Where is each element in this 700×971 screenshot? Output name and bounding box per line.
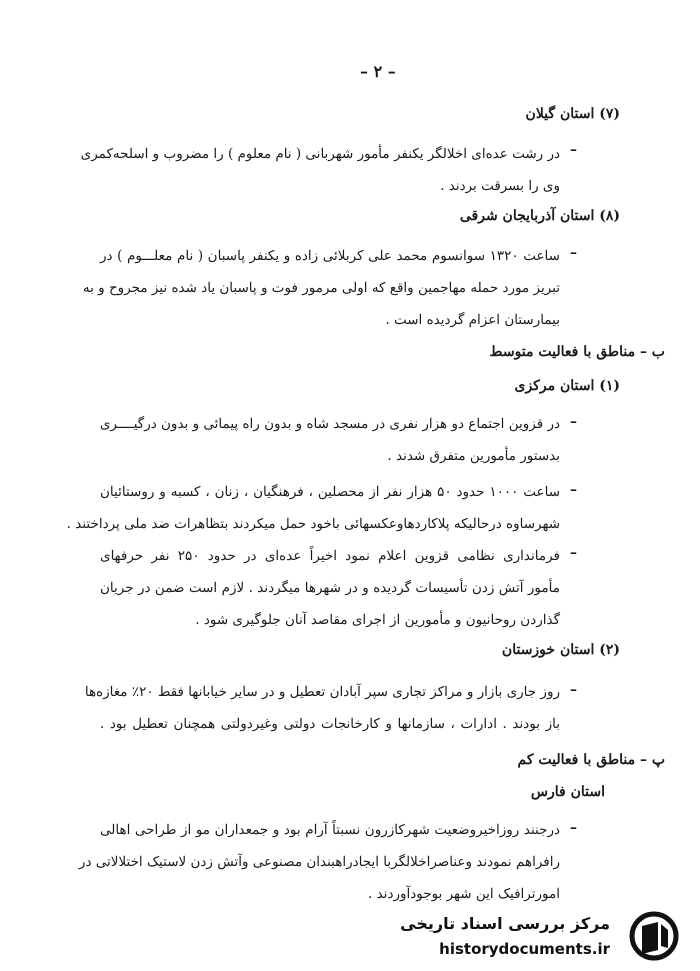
watermark-title: مرکز بررسی اسناد تاریخی xyxy=(400,914,610,933)
bullet-dash: – xyxy=(570,414,577,430)
bullet-dash: – xyxy=(570,682,577,698)
section-p-heading: پ – مناطق با فعالیت کم xyxy=(517,752,665,768)
paragraph-qazvin: در قزوین اجتماع دو هزار نفری در مسجد شاه و بدون راه پیمائی و بدون درگیــــری بدستور مأمورین متفرق شدند . xyxy=(99,416,560,464)
archive-logo-icon xyxy=(628,910,680,962)
paragraph-fars: درجنند روزاخیروضعیت شهرکازرون نسبتاً آرام بود و جمعداران مو از طراحی اهالی رافراهم نمودند وعناصراخلالگربا ایجادراهبندان مصنوعی وآتش زدن لاستیک اختلالاتی در امورترافیک این شهر بوجودآوردند . xyxy=(78,822,560,902)
bullet-dash: – xyxy=(570,482,577,498)
paragraph-martial-law: فرمانداری نظامی قزوین اعلام نمود اخیراً عده‌ای در حدود ۲۵۰ نفر حرفهای مأمور آتش زدن تأسیسات گردیده و در شهرها میگردند . لازم است ضمن در جریان گذاردن روحانیون و مأمورین از اجرای مقاصد آنان جلوگیری شود . xyxy=(100,548,560,628)
section-7-heading: (۷) استان گیلان xyxy=(525,106,620,122)
bullet-dash: – xyxy=(570,545,577,561)
bullet-dash: – xyxy=(570,245,577,261)
watermark-url: historydocuments.ir xyxy=(439,940,610,958)
bullet-dash: – xyxy=(570,142,577,158)
paragraph-azerbaijan: ساعت ۱۳۲۰ سوانسوم محمد علی کربلائی زاده و یکنفر پاسبان ( نام معلـــوم ) در تبریز مورد حمله مهاجمین واقع که اولی مرمور فوت و پاسبان یاد شده نیز مجروح و به بیمارستان اعزام گردیده است . xyxy=(82,248,560,328)
section-b2-heading: (۲) استان خوزستان xyxy=(501,642,620,658)
watermark xyxy=(388,908,688,964)
paragraph-khuzestan: روز جاری بازار و مراکز تجاری سپر آبادان تعطیل و در سایر خیابانها فقط ۲۰٪ مغازه‌ها باز بودند . ادارات ، سازمانها و کارخانجات دولتی وغیردولتی همچنان تعطیل بود . xyxy=(84,684,560,732)
paragraph-saveh: ساعت ۱۰۰۰ حدود ۵۰ هزار نفر از محصلین ، فرهنگیان ، زنان ، کسبه و روستائیان شهرساوه درحالیکه پلاکاردهاوعکسهائی باخود حمل میکردند بتظاهرات ضد ملی پرداختند . xyxy=(66,484,561,532)
section-p-subheading: استان فارس xyxy=(530,784,605,800)
bullet-dash: – xyxy=(570,820,577,836)
section-b-heading: ب – مناطق با فعالیت متوسط xyxy=(489,344,665,360)
section-b1-heading: (۱) استان مرکزی xyxy=(514,378,620,394)
section-8-heading: (۸) استان آذربایجان شرقی xyxy=(459,208,620,224)
page-number: – ۲ – xyxy=(360,62,396,81)
paragraph-gilan: در رشت عده‌ای اخلالگر یکنفر مأمور شهربانی ( نام معلوم ) را مضروب و اسلحه‌کمری وی را بسرقت بردند . xyxy=(80,146,560,194)
